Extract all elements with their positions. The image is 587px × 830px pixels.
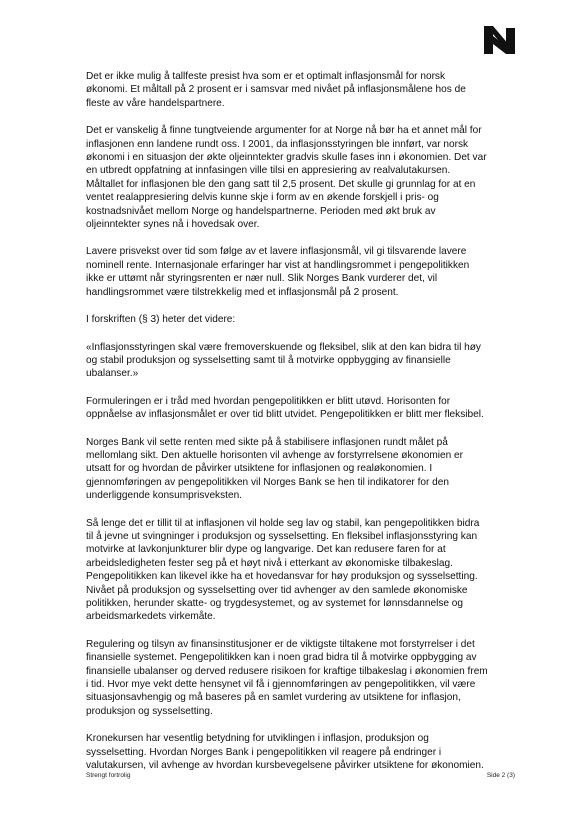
paragraph: Norges Bank vil sette renten med sikte på å stabilisere inflasjonen rundt målet på mellomlang sikt. Den aktuelle horisonten vil avhenge av forstyrrelsene økonomien er utsatt for og hvordan de påvirker utsiktene for inflasjonen og realøkonomien. I gjennomføringen av pengepolitikken vil Norges Bank se hen til indikatorer for den underliggende konsumprisveksten. — [86, 436, 464, 502]
footer-page-number: Side 2 (3) — [486, 772, 515, 779]
paragraph: Kronekursen har vesentlig betydning for utviklingen i inflasjon, produksjon og sysselsetting. Hvordan Norges Bank i pengepolitikken vil reagere på endringer i valutakursen, vil avhenge av hvordan kursbevegelsene påvirker utsiktene for økonomien. — [86, 733, 484, 772]
paragraph: Det er vanskelig å finne tungtveiende argumenter for at Norge nå bør ha et annet mål for inflasjonen enn landene rundt oss. I 2001, da inflasjonsstyringen ble innført, var norsk økonomi i en situasjon der økte oljeinntekter gradvis skulle fases inn i økonomien. Det var en utbredt oppfatning at innfasingen ville tilsi en appresiering av realvalutakursen. Måltallet for inflasjonen ble den gang satt til 2,5 prosent. Det skulle gi grunnlag for at en ventet realappresiering delvis kunne skje i form av en økende forskjell i pris- og kostnadsnivået mellom Norge og handelspartnerne. Perioden med økt bruk av oljeinntekter synes nå i hovedsak over. — [86, 125, 487, 231]
footer-classification: Strengt fortrolig — [86, 772, 131, 779]
norges-bank-logo-icon — [482, 24, 516, 54]
paragraph: Så lenge det er tillit til at inflasjonen vil holde seg lav og stabil, kan pengepolitikken bidra til å jevne ut svingninger i produksjon og sysselsetting. En fleksibel inflasjonsstyring kan motvirke at lavkonjunkturer blir dype og langvarige. Det kan redusere faren for at arbeidsledigheten fester seg på et høyt nivå i etterkant av økonomiske tilbakeslag. Pengepolitikken kan likevel ikke ha et hovedansvar for høy produksjon og sysselsetting. Nivået på produksjon og sysselsetting over tid avhenger av den samlede økonomiske politikken, herunder skatte- og trygdesystemet, og av systemet for lønnsdannelse og arbeidsmarkedets virkemåte. — [86, 517, 480, 623]
paragraph: I forskriften (§ 3) heter det videre: — [86, 314, 236, 326]
paragraph: Regulering og tilsyn av finansinstitusjoner er de viktigste tiltakene mot forstyrrelser i det finansielle systemet. Pengepolitikken kan i noen grad bidra til å motvirke oppbygging av finansielle ubalanser og derved redusere risikoen for kraftige tilbakeslag i økonomien frem i tid. Hvor mye vekt dette hensynet vil få i gjennomføringen av pengepolitikken, vil være situasjonsavhengig og må baseres på en samlet vurdering av utsiktene for inflasjon, produksjon og sysselsetting. — [86, 638, 488, 717]
paragraph: Lavere prisvekst over tid som følge av et lavere inflasjonsmål, vil gi tilsvarende lavere nominell rente. Internasjonale erfaringer har vist at handlingsrommet i pengepolitikken ikke er uttømt når styringsrenten er nær null. Slik Norges Bank vurderer det, vil handlingsrommet være tilstrekkelig med et inflasjonsmål på 2 prosent. — [86, 246, 470, 298]
document-body — [86, 70, 518, 786]
quote-paragraph: «Inflasjonsstyringen skal være fremoverskuende og fleksibel, slik at den kan bidra til høy og stabil produksjon og sysselsetting samt til å motvirke oppbygging av finansielle ubalanser.» — [86, 341, 481, 380]
paragraph: Det er ikke mulig å tallfeste presist hva som er et optimalt inflasjonsmål for norsk økonomi. Et måltall på 2 prosent er i samsvar med nivået på inflasjonsmålene hos de fleste av våre handelspartnere. — [86, 71, 466, 109]
paragraph: Formuleringen er i tråd med hvordan pengepolitikken er blitt utøvd. Horisonten for oppnåelse av inflasjonsmålet er over tid blitt utvidet. Pengepolitikken er blitt mer fleksibel. — [86, 395, 484, 421]
